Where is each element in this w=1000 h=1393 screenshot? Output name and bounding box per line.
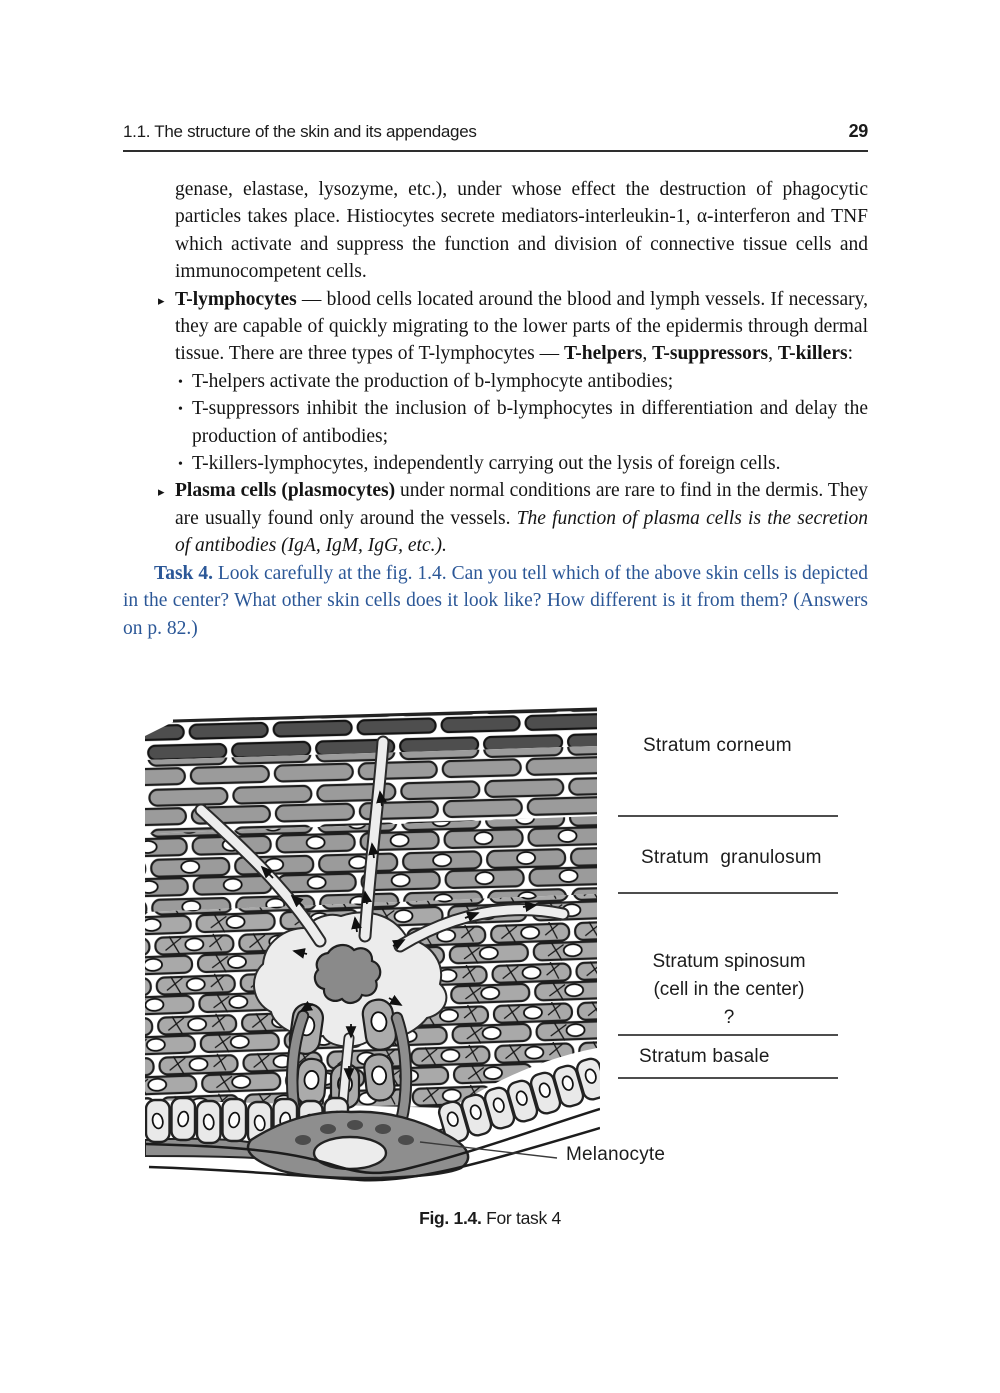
text-run: T-killers-lymphocytes, independently carrying out the lysis of foreign cells. xyxy=(192,453,781,475)
label-stratum-spinosum xyxy=(620,948,838,1032)
list-item-t-suppressors xyxy=(178,395,868,450)
task-4-paragraph xyxy=(123,560,868,642)
running-head: 1.1. The structure of the skin and its appendages xyxy=(123,122,477,141)
dot-bullet-icon: • xyxy=(178,402,183,418)
layer-divider-line xyxy=(618,1077,838,1079)
paragraph-continuation: genase, elastase, lysozyme, etc.), under whose effect the destruction of phagocytic particles takes place. Histiocytes secrete mediators-interleukin-1, α-interferon and TNF which activate and suppress the function and division of connective tissue cells and immunocompetent cells. xyxy=(175,179,868,283)
text-run: : xyxy=(847,343,853,365)
term-t-killers: T-killers xyxy=(777,343,848,365)
text-run: T-suppressors inhibit the inclusion of b-lymphocytes in differentiation and delay the production of antibodies; xyxy=(192,398,868,447)
figure-caption-number: Fig. 1.4. xyxy=(419,1208,482,1228)
page-number: 29 xyxy=(848,121,868,141)
label-stratum-spinosum-line1: Stratum spinosum xyxy=(652,951,806,972)
label-stratum-basale: Stratum basale xyxy=(639,1046,770,1067)
text-run: T-helpers activate the production of b-lymphocyte antibodies; xyxy=(192,370,674,392)
cell-types-list xyxy=(123,286,868,560)
list-item-t-helpers xyxy=(178,368,868,395)
layer-divider-line xyxy=(618,1034,838,1036)
header-rule xyxy=(123,150,868,152)
label-stratum-spinosum-question: ? xyxy=(723,1007,735,1028)
term-t-suppressors: T-suppressors xyxy=(652,343,769,365)
list-item-t-killers xyxy=(178,450,868,477)
label-stratum-corneum: Stratum corneum xyxy=(643,735,792,756)
task-4-label: Task 4. xyxy=(154,562,213,584)
skin-layers-illustration xyxy=(145,706,600,1188)
list-item-plasma-cells xyxy=(158,477,868,559)
label-stratum-granulosum: Stratum granulosum xyxy=(641,847,822,868)
label-stratum-spinosum-line2: (cell in the center) xyxy=(653,979,805,1000)
triangle-bullet-icon: ▸ xyxy=(158,293,165,309)
task-4-text: Look carefully at the fig. 1.4. Can you tell which of the above skin cells is depicted in the center? What other skin cells does it look like? How different is it from them? (Answers on p. 82.) xyxy=(123,562,868,639)
list-item-t-lymphocytes xyxy=(158,286,868,478)
body-text-column xyxy=(123,176,868,642)
figure-caption xyxy=(355,1208,625,1229)
label-melanocyte: Melanocyte xyxy=(566,1144,666,1165)
triangle-bullet-icon: ▸ xyxy=(158,485,165,501)
term-t-lymphocytes: T-lymphocytes xyxy=(175,288,297,310)
term-plasma-cells: Plasma cells (plasmocytes) xyxy=(175,480,396,502)
t-lymphocyte-sublist xyxy=(175,368,868,478)
layer-divider-line xyxy=(618,815,838,817)
dot-bullet-icon: • xyxy=(178,457,183,473)
text-run: — blood cells located around the blood and lymph vessels. If necessary, they are capable of quickly migrating to the lower parts of the epidermis through dermal tissue. There are three types of T-lymphocytes — xyxy=(175,288,868,365)
dot-bullet-icon: • xyxy=(178,374,183,390)
text-run: under normal conditions are rare to find in the dermis. They are usually found only around the vessels. xyxy=(175,480,868,529)
term-t-helpers: T-helpers xyxy=(564,343,643,365)
running-head-row xyxy=(123,121,868,142)
plasma-function-italic: The function of plasma cells is the secretion of antibodies (IgA, IgM, IgG, etc.). xyxy=(175,507,868,557)
figure-caption-text: For task 4 xyxy=(481,1208,561,1228)
layer-divider-line xyxy=(618,892,838,894)
text-run: , xyxy=(768,343,778,365)
text-run: , xyxy=(642,343,653,365)
